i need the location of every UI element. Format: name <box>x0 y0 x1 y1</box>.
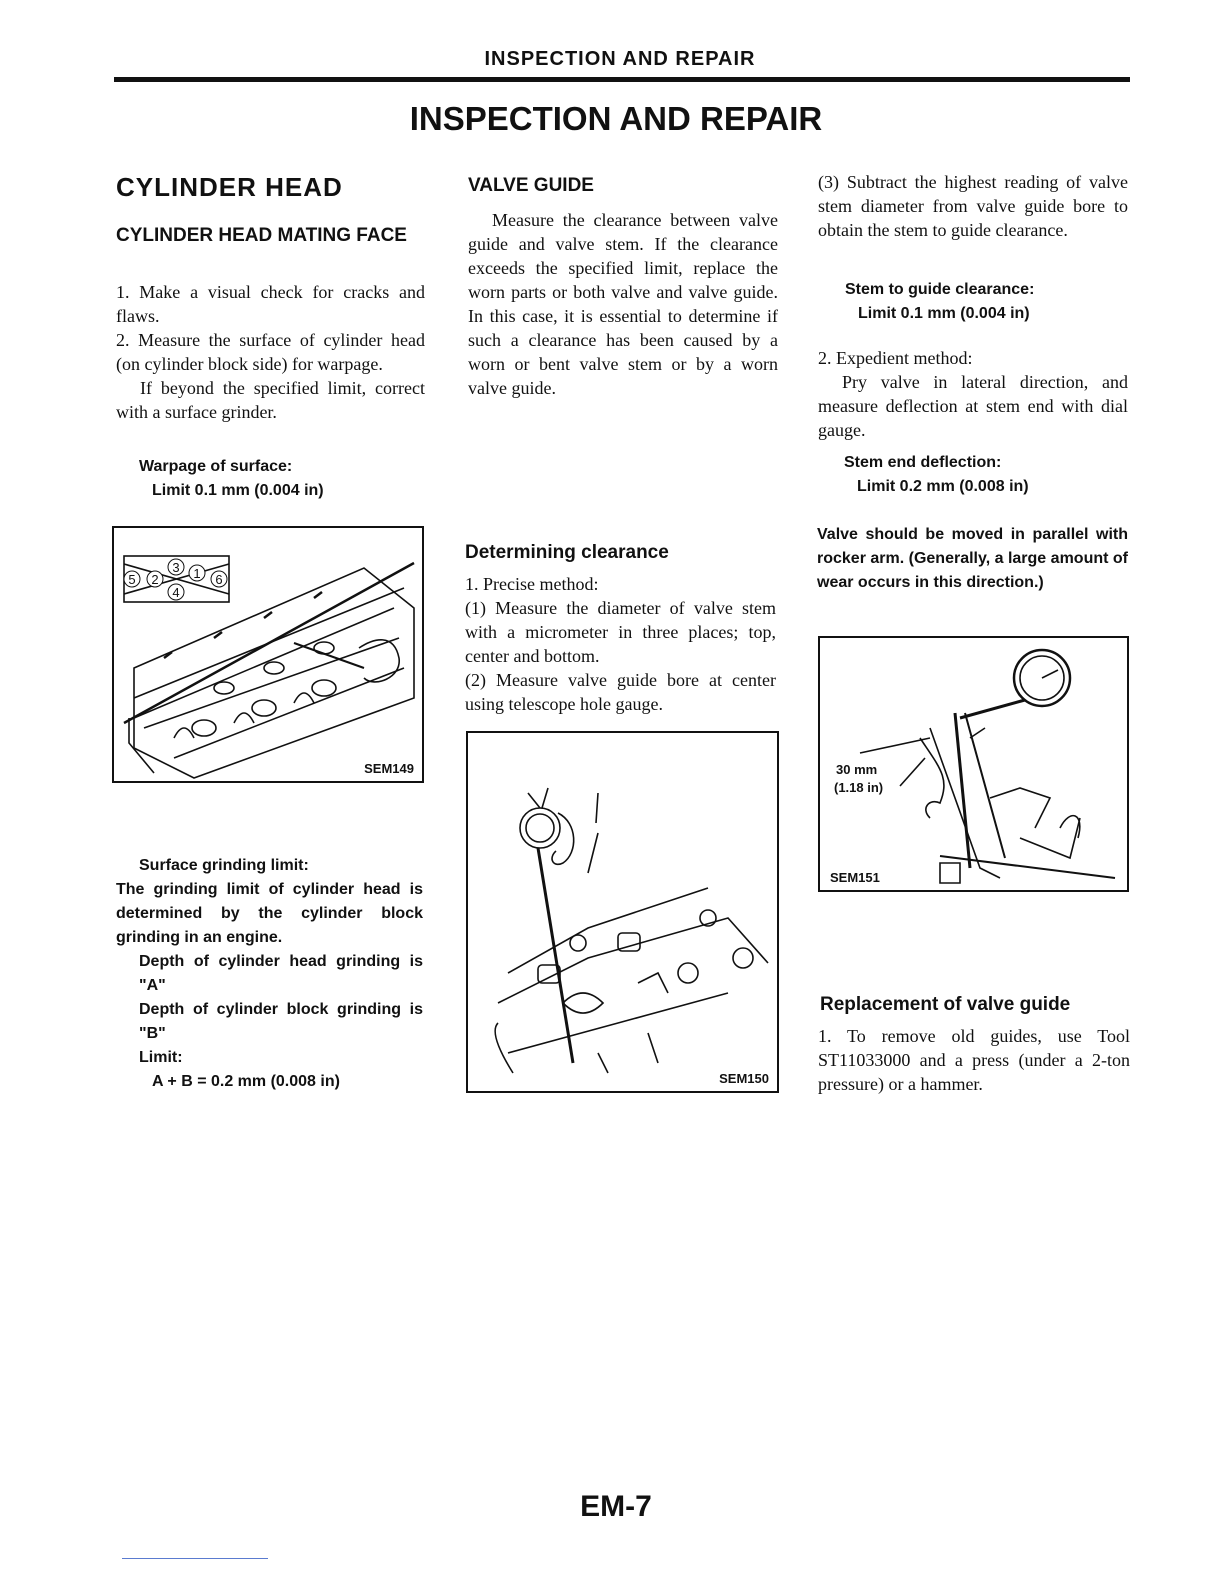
section-heading-cylinder-head: CYLINDER HEAD <box>116 172 343 202</box>
cylinder-head-straightedge-figure <box>112 526 424 783</box>
warpage-limit: Limit 0.1 mm (0.004 in) <box>152 482 324 499</box>
seq-number-4: 4 <box>172 585 180 600</box>
step-correct-note: If beyond the specified limit, correct with a surface grinder. <box>116 378 425 422</box>
heading-determining-clearance: Determining clearance <box>465 542 669 563</box>
telescope-gauge-illustration <box>468 733 781 1095</box>
step-visual-check: 1. Make a visual check for cracks and flaws. <box>116 282 425 326</box>
step-measure-surface: 2. Measure the surface of cylinder head (on cylinder block side) for warpage. <box>116 330 425 374</box>
depth-head-grinding: Depth of cylinder head grinding is "A" <box>139 953 423 994</box>
precise-method: 1. Precise method: <box>465 574 599 594</box>
expedient-method: 2. Expedient method: <box>818 348 973 368</box>
page-number: EM-7 <box>580 1490 652 1523</box>
warpage-label: Warpage of surface: <box>139 458 293 475</box>
figure-code-sem150: SEM150 <box>719 1071 769 1086</box>
clearance-label: Stem to guide clearance: <box>845 281 1035 298</box>
dimension-30mm: 30 mm <box>836 762 878 777</box>
deflection-label: Stem end deflection: <box>844 454 1002 471</box>
measure-guide-bore: (2) Measure valve guide bore at center using telescope hole gauge. <box>465 670 776 714</box>
header-rule <box>114 77 1130 82</box>
page-title: INSPECTION AND REPAIR <box>409 100 823 137</box>
heading-replacement-valve-guide: Replacement of valve guide <box>820 994 1071 1015</box>
footer-line <box>122 1558 268 1559</box>
determining-steps <box>465 572 776 716</box>
figure-code-sem151: SEM151 <box>830 870 880 885</box>
clearance-limit: Limit 0.1 mm (0.004 in) <box>858 305 1030 322</box>
subtract-reading-step: (3) Subtract the highest reading of valve stem diameter from valve guide bore to obtain the stem to guide clearance. <box>818 172 1128 240</box>
col1-steps <box>116 280 425 424</box>
dial-gauge-figure <box>818 636 1129 892</box>
limit-value: A + B = 0.2 mm (0.008 in) <box>152 1073 340 1090</box>
seq-number-6: 6 <box>215 572 223 587</box>
measure-stem-diameter: (1) Measure the diameter of valve stem with a micrometer in three places; top, center and bottom. <box>465 598 776 666</box>
running-header: INSPECTION AND REPAIR <box>484 48 756 70</box>
telescope-gauge-figure <box>466 731 779 1093</box>
valve-guide-intro: Measure the clearance between valve guide and valve stem. If the clearance exceeds the specified limit, replace the worn parts or both valve and valve guide. In this case, it is essential to determine if such a clearance has been caused by a worn or bent valve stem or by a worn valve guide. <box>468 210 778 398</box>
straightedge-illustration <box>114 528 426 785</box>
subheading-mating-face: CYLINDER HEAD MATING FACE <box>116 225 407 246</box>
heading-valve-guide: VALVE GUIDE <box>468 175 594 196</box>
dimension-1-18in: (1.18 in) <box>834 780 884 795</box>
depth-block-grinding: Depth of cylinder block grinding is "B" <box>139 1001 423 1042</box>
expedient-section <box>818 346 1128 442</box>
deflection-limit: Limit 0.2 mm (0.008 in) <box>857 478 1029 495</box>
replacement-step1: 1. To remove old guides, use Tool ST11033000 and a press (under a 2-ton pressure) or a hammer. <box>818 1026 1130 1094</box>
grinding-label: Surface grinding limit: <box>139 857 309 874</box>
grinding-text: The grinding limit of cylinder head is determined by the cylinder block grinding in an engine. <box>116 881 423 946</box>
expedient-text: Pry valve in lateral direction, and measure deflection at stem end with dial gauge. <box>818 372 1128 440</box>
seq-number-5: 5 <box>128 572 136 587</box>
seq-number-2: 2 <box>151 572 159 587</box>
parallel-note: Valve should be moved in parallel with rocker arm. (Generally, a large amount of wear occurs in this direction.) <box>817 526 1128 591</box>
seq-number-1: 1 <box>193 566 201 581</box>
seq-number-3: 3 <box>172 560 180 575</box>
limit-label: Limit: <box>139 1049 183 1066</box>
figure-code-sem149: SEM149 <box>364 761 414 776</box>
